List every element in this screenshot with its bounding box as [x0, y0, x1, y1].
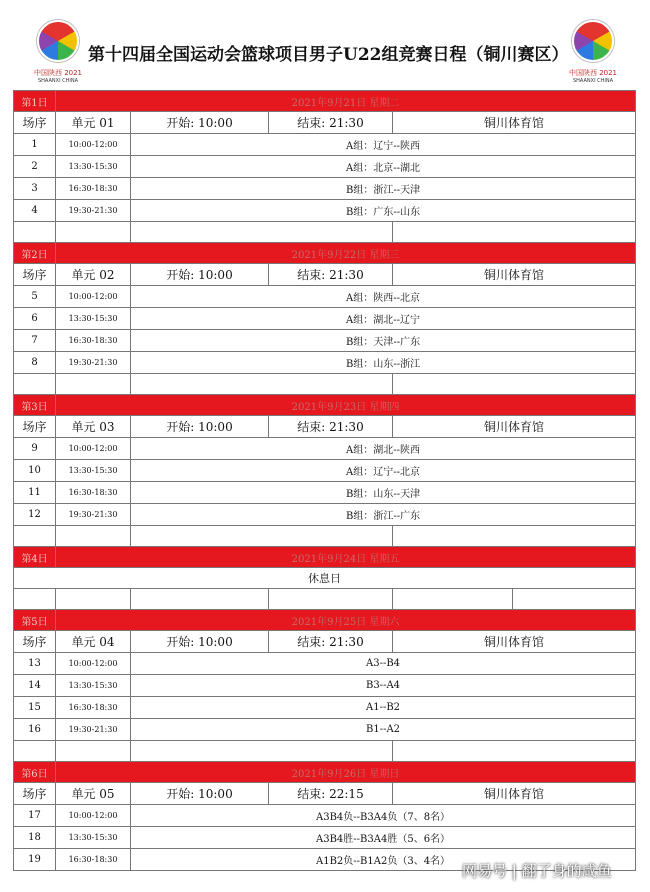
- session-venue: 铜川体育馆: [393, 416, 636, 438]
- session-end: 结束: 21:30: [269, 416, 393, 438]
- game-time: 10:00-12:00: [56, 805, 131, 827]
- game-matchup: B组：山东--天津: [131, 482, 636, 504]
- game-time: 10:00-12:00: [56, 653, 131, 675]
- game-time: 10:00-12:00: [56, 134, 131, 156]
- games-emblem-icon: [572, 20, 614, 62]
- game-time: 16:30-18:30: [56, 849, 131, 871]
- blank-cell: [131, 589, 269, 610]
- blank-cell: [269, 589, 393, 610]
- page-title: 第十四届全国运动会篮球项目男子U22组竞赛日程（铜川赛区）: [88, 45, 569, 65]
- blank-cell: [131, 374, 393, 395]
- session-unit: 单元 04: [56, 631, 131, 653]
- game-row: [14, 719, 636, 741]
- game-time: 19:30-21:30: [56, 719, 131, 741]
- schedule-table: [13, 90, 636, 871]
- day-date: 2021年9月23日 星期四: [56, 395, 636, 416]
- game-number: 12: [14, 504, 56, 526]
- day-label: 第3日: [14, 395, 56, 416]
- game-number: 9: [14, 438, 56, 460]
- session-start: 开始: 10:00: [131, 783, 269, 805]
- game-matchup: A组：辽宁--陕西: [131, 134, 636, 156]
- session-unit: 单元 01: [56, 112, 131, 134]
- game-matchup: A组：湖北--陕西: [131, 438, 636, 460]
- game-number: 14: [14, 675, 56, 697]
- blank-cell: [393, 526, 636, 547]
- session-end: 结束: 21:30: [269, 112, 393, 134]
- day-label: 第5日: [14, 610, 56, 631]
- session-header-row: [14, 631, 636, 653]
- game-row: [14, 352, 636, 374]
- session-start: 开始: 10:00: [131, 264, 269, 286]
- game-number: 10: [14, 460, 56, 482]
- game-matchup: A组：湖北--辽宁: [131, 308, 636, 330]
- session-start: 开始: 10:00: [131, 416, 269, 438]
- game-row: [14, 653, 636, 675]
- game-row: [14, 178, 636, 200]
- day-header-row: [14, 762, 636, 783]
- game-time: 19:30-21:30: [56, 352, 131, 374]
- blank-cell: [14, 526, 56, 547]
- game-time: 16:30-18:30: [56, 482, 131, 504]
- game-number: 13: [14, 653, 56, 675]
- game-time: 13:30-15:30: [56, 827, 131, 849]
- blank-cell: [56, 222, 131, 243]
- day-date: 2021年9月24日 星期五: [56, 547, 636, 568]
- watermark: 网易号 | 翻了身的咸鱼: [462, 862, 612, 880]
- game-matchup: B组：浙江--天津: [131, 178, 636, 200]
- game-matchup: B组：山东--浙江: [131, 352, 636, 374]
- day-date: 2021年9月22日 星期三: [56, 243, 636, 264]
- game-time: 13:30-15:30: [56, 156, 131, 178]
- game-row: [14, 504, 636, 526]
- game-row: [14, 286, 636, 308]
- day-date: 2021年9月25日 星期六: [56, 610, 636, 631]
- day-label: 第4日: [14, 547, 56, 568]
- game-row: [14, 460, 636, 482]
- blank-cell: [131, 526, 393, 547]
- game-matchup: A组：陕西--北京: [131, 286, 636, 308]
- games-emblem-icon: [37, 20, 79, 62]
- games-logo-left: [30, 20, 86, 90]
- blank-cell: [513, 589, 636, 610]
- game-matchup: B1--A2: [131, 719, 636, 741]
- session-unit: 单元 02: [56, 264, 131, 286]
- session-header-row: [14, 264, 636, 286]
- blank-cell: [56, 741, 131, 762]
- day-label: 第2日: [14, 243, 56, 264]
- day-date: 2021年9月26日 星期日: [56, 762, 636, 783]
- game-matchup: A1B2负--B1A2负（3、4名）: [131, 849, 636, 871]
- blank-cell: [393, 222, 636, 243]
- game-number: 11: [14, 482, 56, 504]
- logo-text-cn: 中国陕西 2021: [33, 69, 83, 77]
- game-time: 13:30-15:30: [56, 675, 131, 697]
- game-number: 8: [14, 352, 56, 374]
- blank-cell: [14, 589, 56, 610]
- col-order-header: 场序: [14, 416, 56, 438]
- game-time: 19:30-21:30: [56, 200, 131, 222]
- game-row: [14, 330, 636, 352]
- session-end: 结束: 21:30: [269, 631, 393, 653]
- game-matchup: A组：北京--湖北: [131, 156, 636, 178]
- game-number: 3: [14, 178, 56, 200]
- game-matchup: A3B4负--B3A4负（7、8名）: [131, 805, 636, 827]
- game-time: 16:30-18:30: [56, 330, 131, 352]
- day-date: 2021年9月21日 星期二: [56, 91, 636, 112]
- blank-cell: [14, 222, 56, 243]
- rest-day-label: 休息日: [14, 568, 636, 589]
- game-matchup: A组：辽宁--北京: [131, 460, 636, 482]
- session-venue: 铜川体育馆: [393, 112, 636, 134]
- game-time: 16:30-18:30: [56, 697, 131, 719]
- session-unit: 单元 03: [56, 416, 131, 438]
- game-row: [14, 805, 636, 827]
- game-time: 16:30-18:30: [56, 178, 131, 200]
- blank-cell: [14, 374, 56, 395]
- game-row: [14, 308, 636, 330]
- game-number: 6: [14, 308, 56, 330]
- game-matchup: B组：天津--广东: [131, 330, 636, 352]
- game-matchup: B组：广东--山东: [131, 200, 636, 222]
- session-venue: 铜川体育馆: [393, 264, 636, 286]
- game-matchup: B3--A4: [131, 675, 636, 697]
- game-number: 2: [14, 156, 56, 178]
- game-matchup: A1--B2: [131, 697, 636, 719]
- blank-row: [14, 222, 636, 243]
- game-time: 10:00-12:00: [56, 438, 131, 460]
- game-number: 16: [14, 719, 56, 741]
- blank-row: [14, 526, 636, 547]
- session-venue: 铜川体育馆: [393, 631, 636, 653]
- game-matchup: B组：浙江--广东: [131, 504, 636, 526]
- logo-text-en: SHAANXI CHINA: [572, 78, 614, 84]
- blank-row: [14, 589, 636, 610]
- blank-cell: [56, 526, 131, 547]
- page-header: [0, 0, 650, 92]
- game-row: [14, 156, 636, 178]
- session-start: 开始: 10:00: [131, 112, 269, 134]
- blank-row: [14, 741, 636, 762]
- blank-cell: [393, 374, 636, 395]
- game-row: [14, 438, 636, 460]
- day-header-row: [14, 91, 636, 112]
- day-header-row: [14, 610, 636, 631]
- blank-cell: [131, 741, 393, 762]
- session-header-row: [14, 112, 636, 134]
- day-header-row: [14, 395, 636, 416]
- game-number: 7: [14, 330, 56, 352]
- game-number: 5: [14, 286, 56, 308]
- blank-cell: [56, 589, 131, 610]
- session-unit: 单元 05: [56, 783, 131, 805]
- game-row: [14, 675, 636, 697]
- game-matchup: A3--B4: [131, 653, 636, 675]
- game-row: [14, 482, 636, 504]
- logo-text-cn: 中国陕西 2021: [568, 69, 618, 77]
- session-start: 开始: 10:00: [131, 631, 269, 653]
- day-label: 第1日: [14, 91, 56, 112]
- blank-cell: [393, 589, 513, 610]
- session-header-row: [14, 783, 636, 805]
- session-header-row: [14, 416, 636, 438]
- blank-row: [14, 374, 636, 395]
- day-header-row: [14, 243, 636, 264]
- blank-cell: [131, 222, 393, 243]
- game-row: [14, 827, 636, 849]
- games-logo-right: [565, 20, 621, 90]
- col-order-header: 场序: [14, 783, 56, 805]
- col-order-header: 场序: [14, 112, 56, 134]
- game-row: [14, 697, 636, 719]
- game-time: 13:30-15:30: [56, 308, 131, 330]
- game-number: 18: [14, 827, 56, 849]
- game-number: 15: [14, 697, 56, 719]
- session-end: 结束: 21:30: [269, 264, 393, 286]
- game-number: 1: [14, 134, 56, 156]
- game-time: 19:30-21:30: [56, 504, 131, 526]
- blank-cell: [56, 374, 131, 395]
- game-row: [14, 200, 636, 222]
- game-matchup: A3B4胜--B3A4胜（5、6名）: [131, 827, 636, 849]
- game-time: 10:00-12:00: [56, 286, 131, 308]
- game-number: 19: [14, 849, 56, 871]
- col-order-header: 场序: [14, 631, 56, 653]
- game-number: 4: [14, 200, 56, 222]
- rest-day-row: [14, 568, 636, 589]
- game-row: [14, 134, 636, 156]
- day-label: 第6日: [14, 762, 56, 783]
- col-order-header: 场序: [14, 264, 56, 286]
- game-time: 13:30-15:30: [56, 460, 131, 482]
- blank-cell: [393, 741, 636, 762]
- day-header-row: [14, 547, 636, 568]
- blank-cell: [14, 741, 56, 762]
- game-number: 17: [14, 805, 56, 827]
- session-end: 结束: 22:15: [269, 783, 393, 805]
- logo-text-en: SHAANXI CHINA: [37, 78, 79, 84]
- session-venue: 铜川体育馆: [393, 783, 636, 805]
